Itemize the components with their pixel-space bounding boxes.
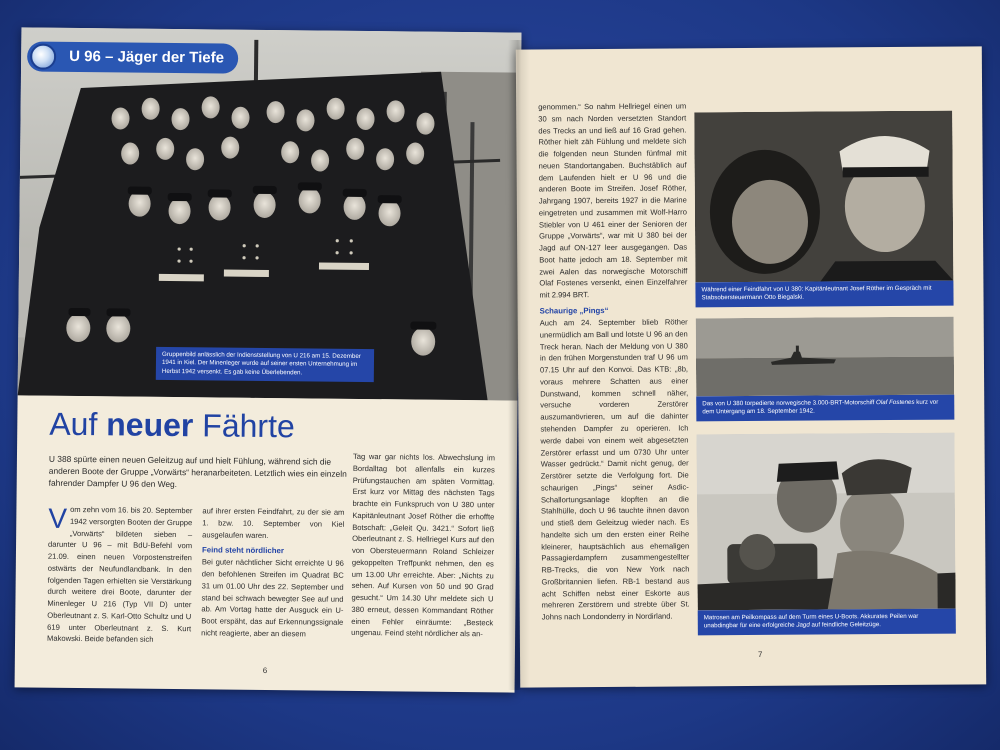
series-header bbox=[27, 41, 238, 73]
article-lead: U 388 spürte einen neuen Geleitzug auf und hielt Fühlung, während sich die anderen Boote der Gruppe „Vorwärts“ heranarbeiteten. Letztlich wies ein einzeln fahrender Dampfer U 96 den Weg. bbox=[48, 453, 347, 490]
drop-cap: V bbox=[48, 502, 68, 534]
crew-group-photo bbox=[18, 27, 522, 400]
roether-photo-caption: Während einer Feindfahrt von U 380: Kapitänleutnant Josef Röther im Gespräch mit Stabsobersteuermann Otto Biegalski. bbox=[695, 281, 953, 308]
compass-photo-caption: Matrosen am Peilkompass auf dem Turm eines U-Boots. Akkurates Peilen war unabdingbar für eine erfolgreiche Jagd auf feindliche Geleitzüge. bbox=[698, 609, 956, 636]
subheading-pings: Schaurige „Pings“ bbox=[539, 306, 609, 316]
group-photo-caption: Gruppenbild anlässlich der Indienststellung von U 216 am 15. Dezember 1941 in Kiel. Der Minenleger wurde auf seiner ersten Unternehmung im Herbst 1942 versenkt. Es gab keine Überlebenden. bbox=[156, 347, 374, 382]
right-column-text: genommen.“ So nahm Hellriegel einen um 30 sm nach Norden versetzten Standort des Trecks an und ließ auf 16 Grad gehen. Röther hielt zäh Fühlung und meldete sich die folgenden neun Stunden fünfmal mit neuen Standortangaben. Buchstäblich auf dem Laufenden hielt er U 96 und die anderen Boote im Streifen. Josef Röther, Jahrgang 1907, bereits 1927 in die Marine eingetreten und zusammen mit Wolf-Harro Stiebler von U 461 einer der Senioren der Gruppe „Vorwärts“, war mit U 380 bei der Jagd auf ON-127 leer ausgegangen. Das Boot hatte jedoch am 18. September mit zwei Aalen das norwegische Motorschiff Olaf Fostenes versenkt, einen Einzelfahrer mit 2.994 BRT. Schaurige „Pings“ Auch am 24. September blieb Röther unermüdlich am Ball und lotste U 96 an den Treck heran. Nach der Meldung von U 380 in den frühen Morgenstunden traf U 96 um 07.15 Uhr auf den Konvoi. Das KTB: „8b, voraus mehrere Schatten aus einer Dunstwand, kommen schnell näher, versuche vorderen Zerstörer auszumanövrieren, um auf die dahinter stehenden Dampfer zu operieren. Ich werde dabei von einem weit abgesetzten Zerstörer erfasst und um 0730 Uhr unter Wasser gedrückt.“ Damit nicht genug, der Zerstörer setzte die Verfolgung fort. Die schaurigen „Pings“ seiner Asdic-Schallortungsanlage klopften an die Stahlhülle, doch U 96 tauchte ihnen davon und stieß dem Geleitzug wieder nach. Es handelte sich um den ersten einer Reihe kleinerer, hauptsächlich aus ehemaligen Passagierdampfern zusammengestellter RB-Trecks, die von New York nach Großbritannien liefen. RB-1 bestand aus acht Schiffen nebst einer Eskorte aus mehreren Zerstörern und strebte über St. Johns nach Londonderry in Nordirland. bbox=[538, 101, 690, 622]
subheading-feind: Feind steht nördlicher bbox=[201, 545, 284, 556]
roether-conversation-photo bbox=[694, 111, 953, 283]
ship-sinking-photo bbox=[696, 317, 955, 397]
globe-icon bbox=[30, 43, 56, 69]
binding-gutter bbox=[508, 40, 530, 690]
compass-sailors-photo bbox=[696, 433, 955, 611]
article-title: Auf neuer Fährte bbox=[49, 405, 295, 445]
page-number-right: 7 bbox=[757, 649, 763, 659]
left-column-1: Vom zehn vom 16. bis 20. September 1942 versorgten Booten der Gruppe „Vorwärts“ bildeten sieben – darunter U 96 – mit BdU-Befehl vom 21.09. einen neuen Vorpostenstreifen ostwärts der Neufundlandbank. In den folgenden Tagen erhielten sie Verstärkung durch weitere drei Boote, darunter der Minenleger U 216 (Typ VII D) unter Oberleutnant z. S. Karl-Otto Schultz und U 619 unter Oberleutnant z. S. Kurt Makowski. Beide befanden sich bbox=[47, 502, 193, 645]
page-number-left: 6 bbox=[262, 665, 268, 676]
left-column-3: Tag war gar nichts los. Abwechslung im Bordalltag bot allenfalls ein kurzes Prüfungstauchen am späten Vormittag. Erst kurz vor Mittag des nächsten Tags brachte ein Funkspruch von U 380 unter Kapitänleutnant Josef Röther die erhoffte Botschaft: „Geleit Qu. 3421.“ Sofort ließ Oberleutnant z. S. Hellriegel Kurs auf den von Obersteuermann Roland Schleizer gekoppelten Treffpunkt nehmen, den es um 13.00 Uhr erreichte. Aber: „Nichts zu sehen. Auf Kursen von 50 und 90 Grad gesucht.“ Um 14.30 Uhr meldete sich U 380 erneut, dessen Kommandant Röther einen Fehler einräumte: „Besteck ungenau. Feind steht nördlicher als an- bbox=[351, 451, 496, 639]
left-page bbox=[15, 27, 522, 692]
ship-photo-caption: Das von U 380 torpedierte norwegische 3.000-BRT-Motorschiff Olaf Fostenes kurz vor dem Untergang am 18. September 1942. bbox=[696, 395, 954, 422]
left-column-2: auf ihrer ersten Feindfahrt, zu der sie am 1. bzw. 10. September von Kiel ausgelaufen waren. Feind steht nördlicher Bei guter nächtlicher Sicht erreichte U 96 den befohlenen Streifen im Quadrat BC 31 um 01.00 Uhr des 22. September und stand bei schwach bewegter See auf und ab. Am Vortag hatte der Ausguck ein U-Boot erspäht, das auf Erkennungssignale nicht reagierte, aber an diesem bbox=[201, 506, 345, 639]
right-page bbox=[516, 46, 986, 687]
series-header-text: U 96 – Jäger der Tiefe bbox=[69, 47, 225, 67]
